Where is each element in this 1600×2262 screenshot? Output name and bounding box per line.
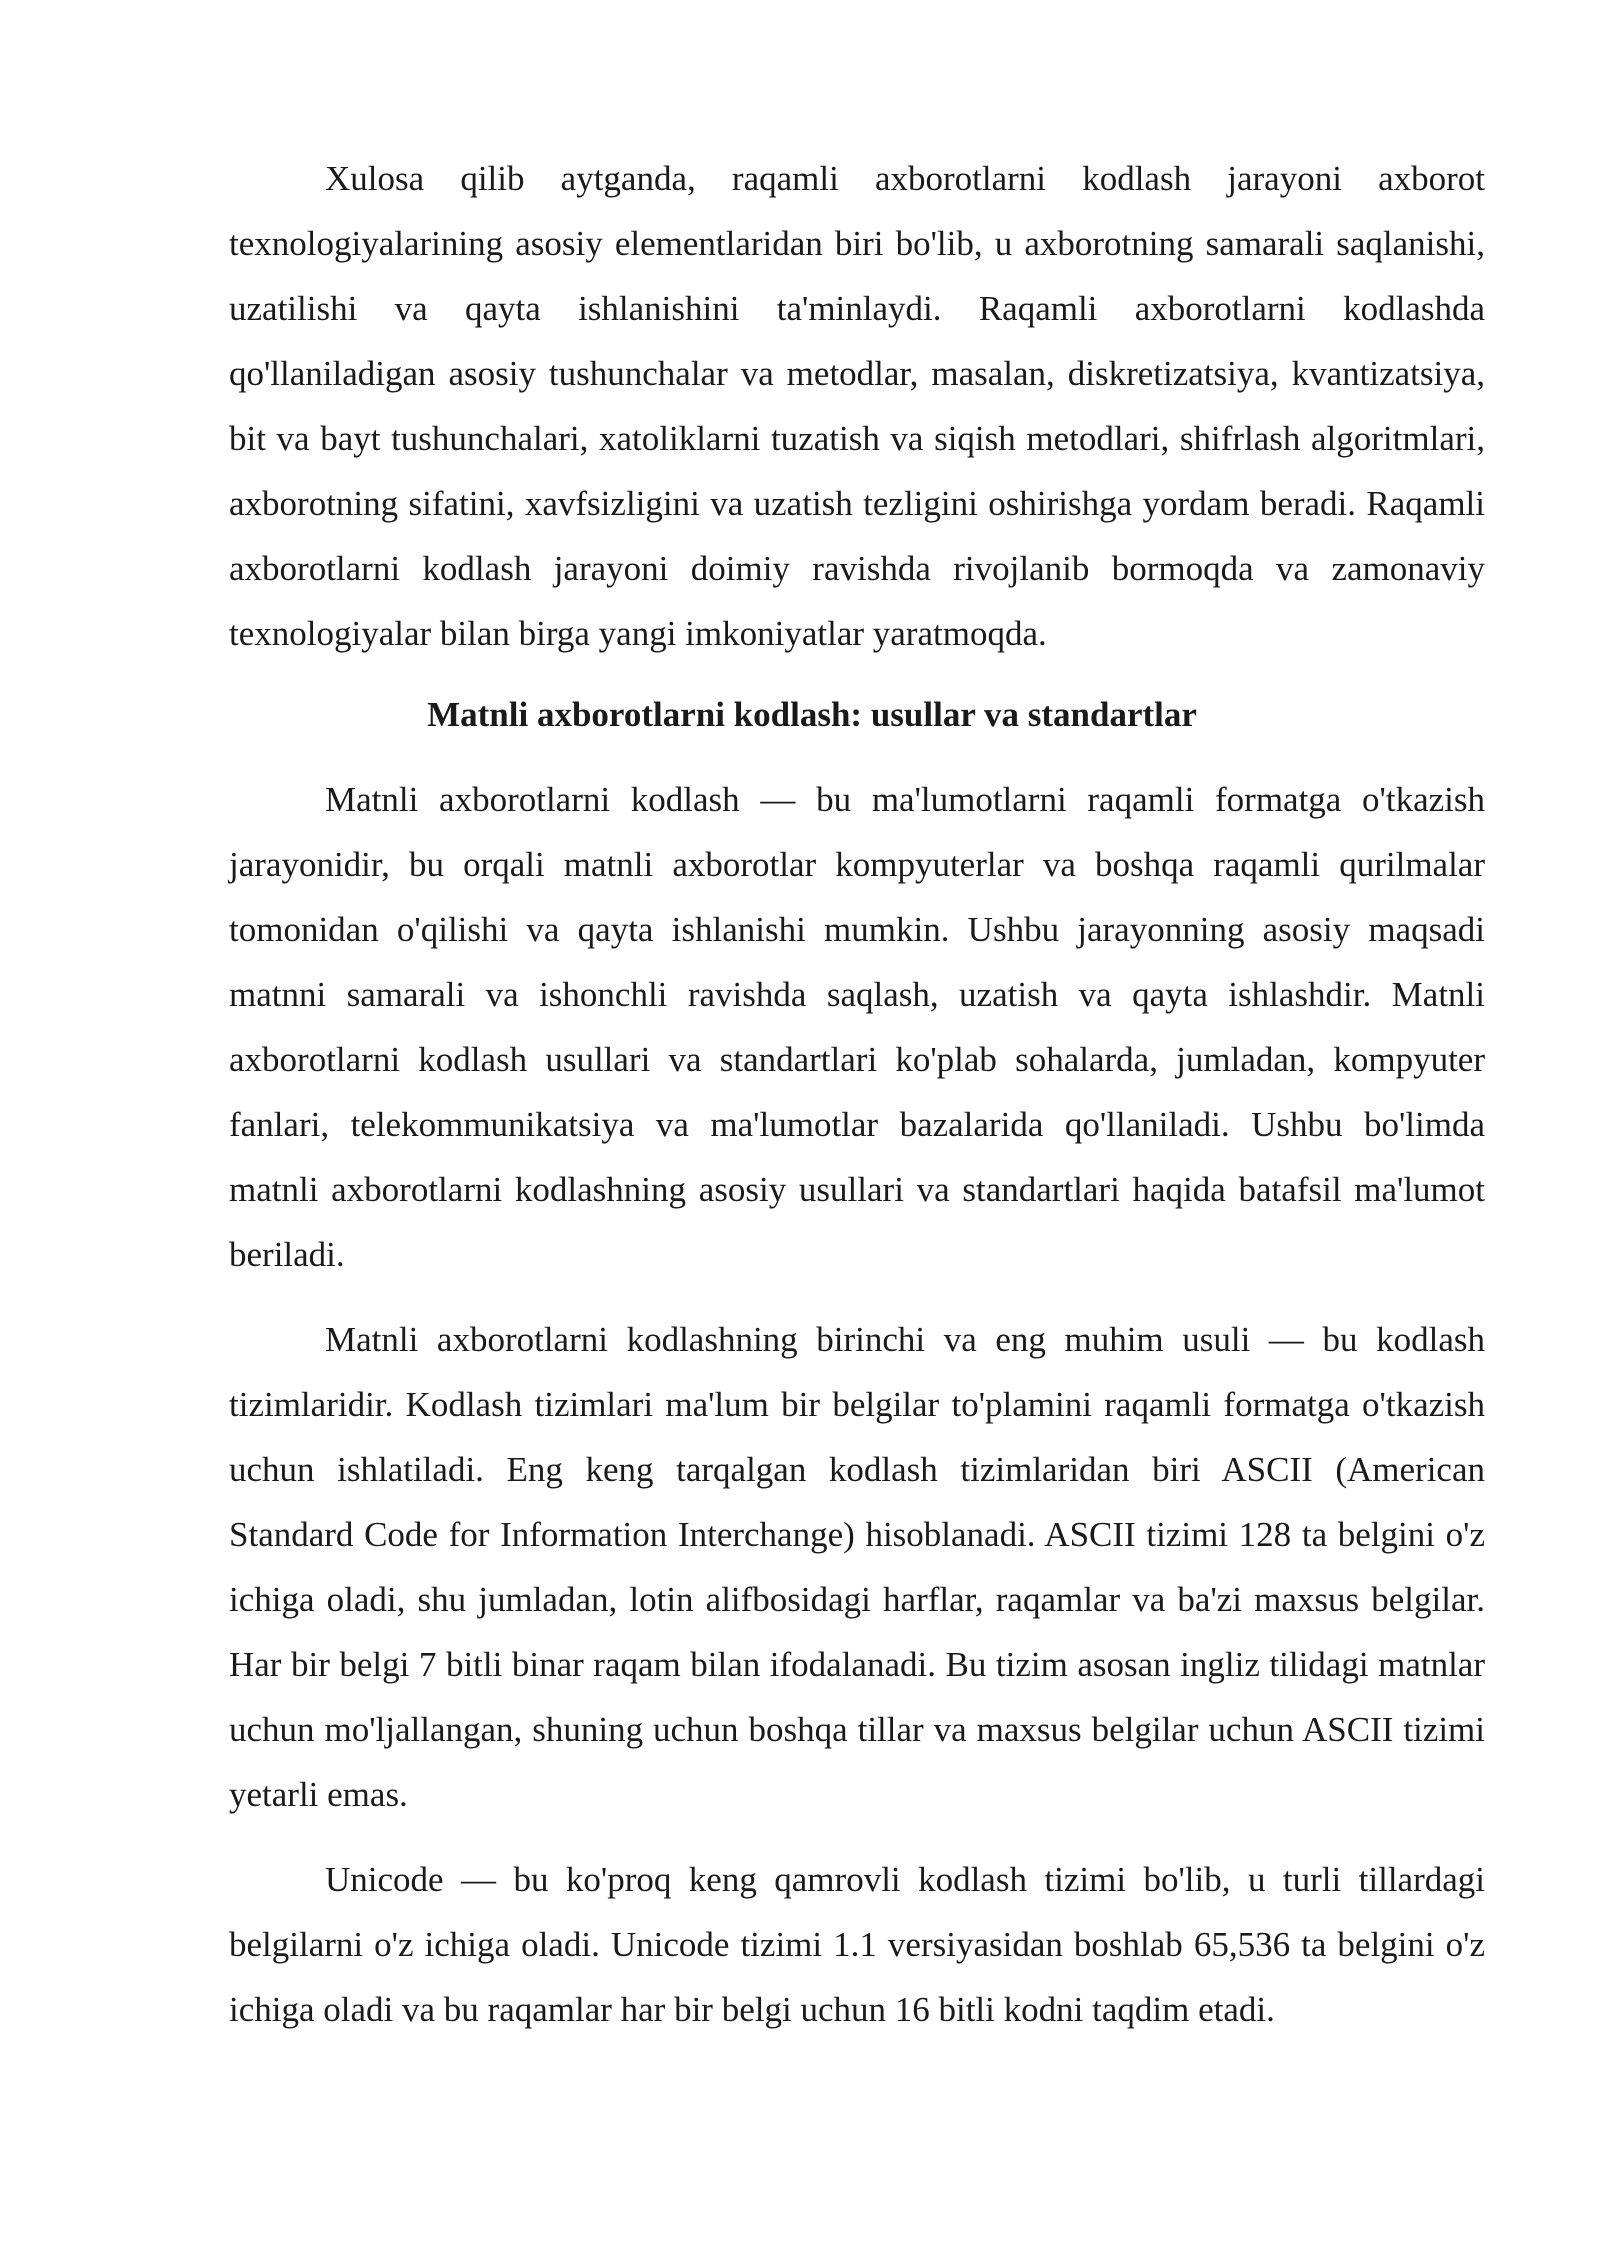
paragraph-unicode: Unicode — bu ko'proq keng qamrovli kodlash tizimi bo'lib, u turli tillardagi belgilarni o'z ichiga oladi. Unicode tizimi 1.1 versiyasidan boshlab 65,536 ta belgini o'z ichiga oladi va bu raqamlar har bir belgi uchun 16 bitli kodni taqdim etadi. bbox=[229, 1860, 1485, 2029]
paragraph-text-encoding-intro: Matnli axborotlarni kodlash — bu ma'lumotlarni raqamli formatga o'tkazish jarayonidir, bu orqali matnli axborotlar kompyuterlar va boshqa raqamli qurilmalar tomonidan o'qilishi va qayta ishlanishi mumkin. Ushbu jarayonning asosiy maqsadi matnni samarali va ishonchli ravishda saqlash, uzatish va qayta ishlashdir. Matnli axborotlarni kodlash usullari va standartlari ko'plab sohalarda, jumladan, kompyuter fanlari, telekommunikatsiya va ma'lumotlar bazalarida qo'llaniladi. Ushbu bo'limda matnli axborotlarni kodlashning asosiy usullari va standartlari haqida batafsil ma'lumot beriladi. bbox=[229, 780, 1485, 1274]
section-heading: Matnli axborotlarni kodlash: usullar va standartlar bbox=[427, 695, 1197, 734]
document-body bbox=[229, 146, 1485, 2042]
paragraph-conclusion: Xulosa qilib aytganda, raqamli axborotlarni kodlash jarayoni axborot texnologiyalarining asosiy elementlaridan biri bo'lib, u axborotning samarali saqlanishi, uzatilishi va qayta ishlanishini ta'minlaydi. Raqamli axborotlarni kodlashda qo'llaniladigan asosiy tushunchalar va metodlar, masalan, diskretizatsiya, kvantizatsiya, bit va bayt tushunchalari, xatoliklarni tuzatish va siqish metodlari, shifrlash algoritmlari, axborotning sifatini, xavfsizligini va uzatish tezligini oshirishga yordam beradi. Raqamli axborotlarni kodlash jarayoni doimiy ravishda rivojlanib bormoqda va zamonaviy texnologiyalar bilan birga yangi imkoniyatlar yaratmoqda. bbox=[229, 159, 1485, 653]
paragraph-ascii: Matnli axborotlarni kodlashning birinchi va eng muhim usuli — bu kodlash tizimlaridir. Kodlash tizimlari ma'lum bir belgilar to'plamini raqamli formatga o'tkazish uchun ishlatiladi. Eng keng tarqalgan kodlash tizimlaridan biri ASCII (American Standard Code for Information Interchange) hisoblanadi. ASCII tizimi 128 ta belgini o'z ichiga oladi, shu jumladan, lotin alifbosidagi harflar, raqamlar va ba'zi maxsus belgilar. Har bir belgi 7 bitli binar raqam bilan ifodalanadi. Bu tizim asosan ingliz tilidagi matnlar uchun mo'ljallangan, shuning uchun boshqa tillar va maxsus belgilar uchun ASCII tizimi yetarli emas. bbox=[229, 1320, 1485, 1814]
